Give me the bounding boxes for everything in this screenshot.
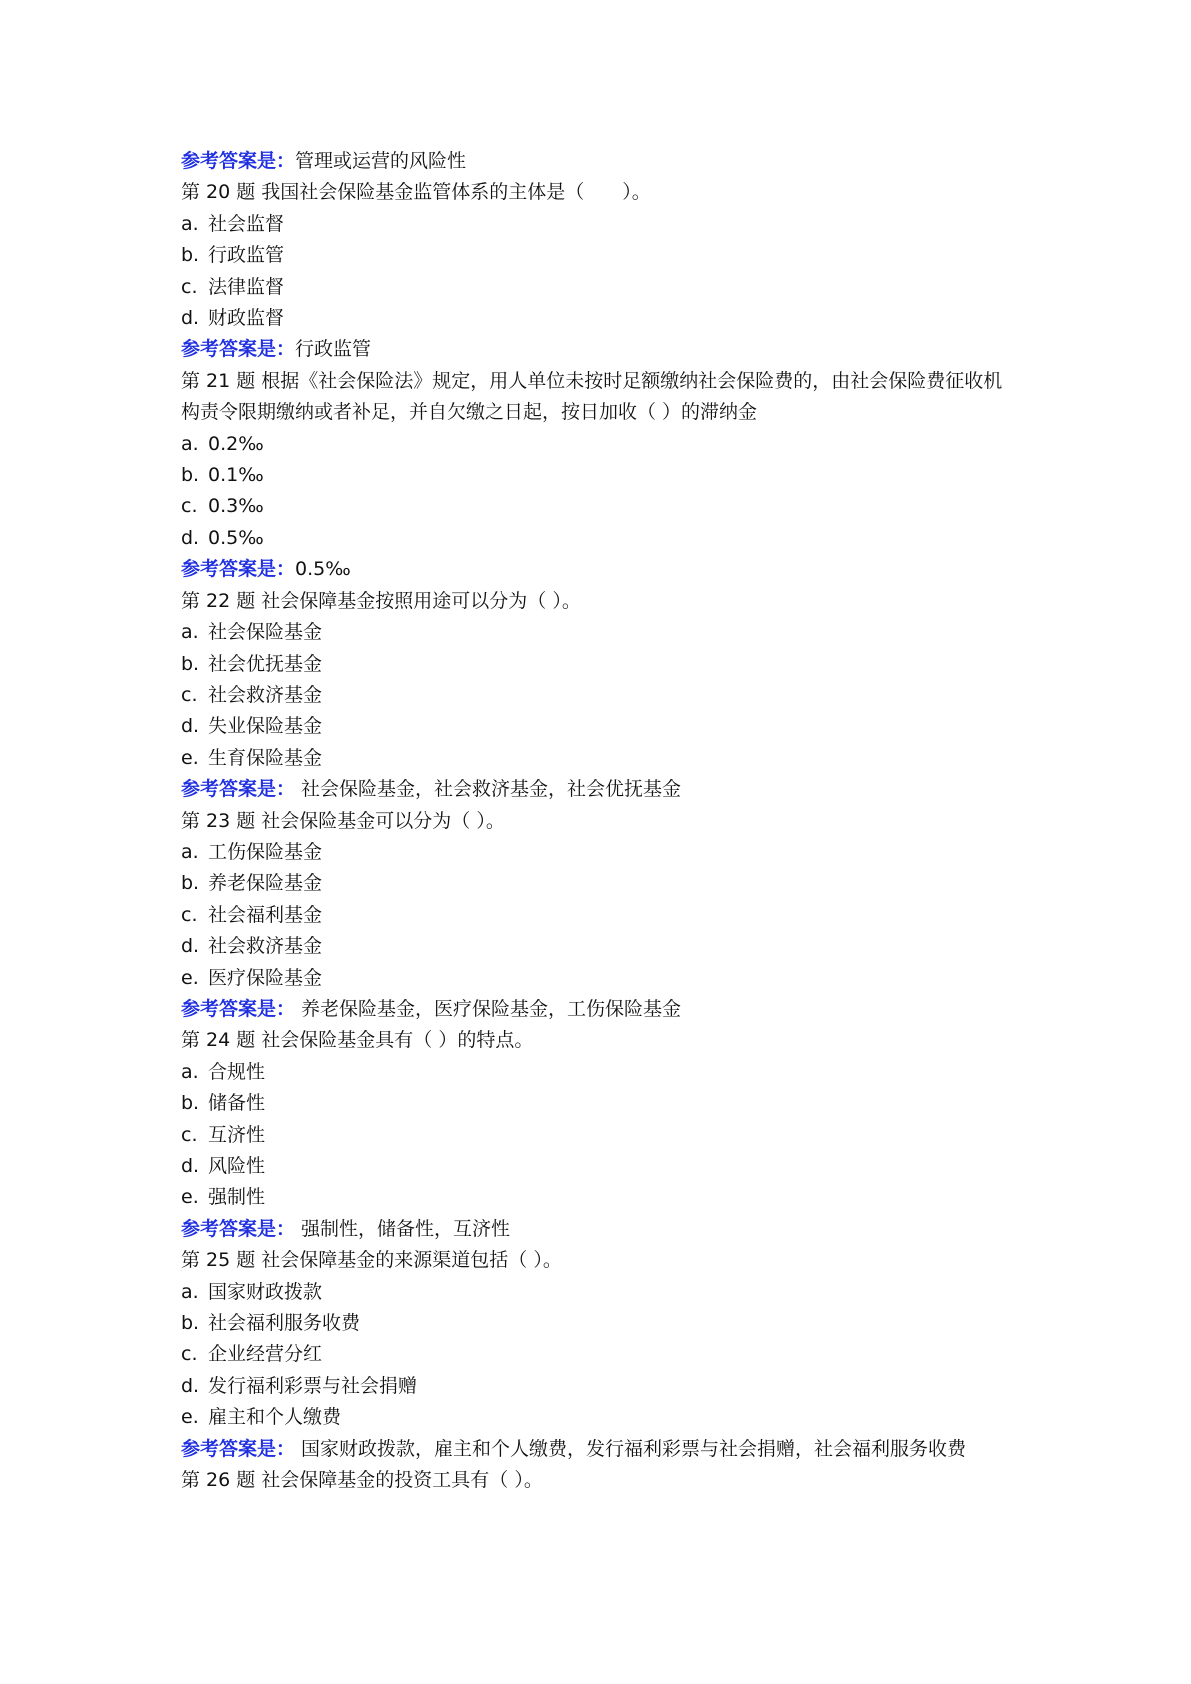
answer-label: 参考答案是： [181,778,296,801]
option-item [181,1182,1011,1213]
option-letter: d. [181,1155,200,1177]
option-letter: a. [181,432,199,455]
question-stem: 第 22 题 社会保障基金按照用途可以分为（ ）。 [181,589,581,612]
option-text: 强制性 [208,1186,266,1209]
option-letter: a. [181,621,199,644]
option-text: 社会福利服务收费 [208,1312,361,1335]
document-page [181,146,1011,1496]
answer-text: 行政监管 [295,338,372,361]
option-letter: c. [181,1343,198,1366]
option-text: 法律监督 [208,275,285,298]
option-item [181,963,1011,994]
option-item [181,1402,1011,1433]
option-letter: b. [181,1092,200,1115]
option-letter: c. [181,683,198,706]
answer-label: 参考答案是： [181,1217,296,1240]
option-letter: b. [181,1312,200,1335]
question-stem: 第 20 题 我国社会保险基金监管体系的主体是（ ）。 [181,181,651,204]
option-letter: e. [181,966,199,989]
option-item [181,931,1011,962]
option-letter: c. [181,495,198,518]
option-letter: a. [181,840,199,863]
option-letter: c. [181,1123,198,1146]
option-text: 社会救济基金 [208,683,323,706]
option-item [181,240,1011,271]
option-item [181,743,1011,774]
option-item [181,1371,1011,1402]
option-item [181,1120,1011,1151]
option-letter: a. [181,1060,199,1083]
answer-text: 管理或运营的风险性 [295,150,467,172]
answer-text: 社会保险基金，社会救济基金，社会优抚基金 [295,778,682,801]
answer-line [181,994,1011,1025]
answer-text: 0.5‰ [295,558,351,581]
option-item [181,209,1011,240]
option-letter: b. [181,464,200,487]
option-letter: b. [181,652,200,675]
answer-line [181,1214,1011,1245]
question-stem: 第 21 题 根据《社会保险法》规定，用人单位未按时足额缴纳社会保险费的，由社会保险费征收机构责令限期缴纳或者补足，并自欠缴之日起，按日加收（ ）的滞纳金 [181,369,1003,424]
option-item [181,303,1011,334]
option-text: 风险性 [208,1155,266,1177]
answer-text: 强制性，储备性，互济性 [295,1217,511,1240]
option-text: 财政监督 [208,307,285,330]
option-letter: a. [181,1280,199,1303]
option-item [181,617,1011,648]
option-text: 社会福利基金 [208,903,323,926]
option-text: 储备性 [208,1092,266,1115]
option-text: 互济性 [208,1123,266,1146]
option-item [181,680,1011,711]
answer-label: 参考答案是： [181,150,296,172]
answer-line [181,334,1011,365]
option-text: 医疗保险基金 [208,966,323,989]
question-stem: 第 26 题 社会保障基金的投资工具有（ ）。 [181,1469,543,1492]
option-text: 0.2‰ [208,432,264,455]
option-item [181,1151,1011,1182]
option-letter: b. [181,872,200,895]
option-letter: d. [181,526,200,549]
option-text: 0.1‰ [208,464,264,487]
answer-text: 国家财政拨款，雇主和个人缴费，发行福利彩票与社会捐赠，社会福利服务收费 [295,1437,967,1460]
option-text: 社会监督 [208,212,285,235]
answer-label: 参考答案是： [181,558,296,581]
option-text: 雇主和个人缴费 [208,1406,342,1429]
answer-line [181,146,1011,177]
option-text: 养老保险基金 [208,872,323,895]
option-letter: c. [181,275,198,298]
option-item [181,1057,1011,1088]
option-text: 失业保险基金 [208,715,323,738]
option-text: 行政监管 [208,244,285,267]
option-letter: d. [181,715,200,738]
option-item [181,837,1011,868]
option-letter: d. [181,935,200,958]
answer-label: 参考答案是： [181,1437,296,1460]
answer-label: 参考答案是： [181,338,296,361]
option-letter: e. [181,1406,199,1429]
answer-line [181,774,1011,805]
option-item [181,429,1011,460]
option-text: 工伤保险基金 [208,840,323,863]
option-letter: d. [181,307,200,330]
option-text: 发行福利彩票与社会捐赠 [208,1374,418,1397]
option-letter: a. [181,212,199,235]
option-letter: e. [181,746,199,769]
option-item [181,1088,1011,1119]
option-item [181,491,1011,522]
answer-line [181,554,1011,585]
option-text: 国家财政拨款 [208,1280,323,1303]
option-item [181,460,1011,491]
option-item [181,1339,1011,1370]
option-item [181,900,1011,931]
option-text: 合规性 [208,1060,266,1083]
question-stem: 第 25 题 社会保障基金的来源渠道包括（ ）。 [181,1249,562,1272]
question-stem: 第 23 题 社会保险基金可以分为（ ）。 [181,809,505,832]
option-text: 生育保险基金 [208,746,323,769]
answer-text: 养老保险基金，医疗保险基金，工伤保险基金 [295,997,682,1020]
option-letter: d. [181,1374,200,1397]
option-text: 社会优抚基金 [208,652,323,675]
option-item [181,711,1011,742]
option-item [181,272,1011,303]
option-text: 社会保险基金 [208,621,323,644]
answer-label: 参考答案是： [181,997,296,1020]
option-item [181,868,1011,899]
option-item [181,523,1011,554]
option-text: 社会救济基金 [208,935,323,958]
question-stem: 第 24 题 社会保险基金具有（ ）的特点。 [181,1029,534,1052]
option-text: 0.5‰ [208,526,264,549]
option-letter: e. [181,1186,199,1209]
option-letter: c. [181,903,198,926]
option-item [181,1277,1011,1308]
answer-line [181,1434,1011,1465]
option-letter: b. [181,244,200,267]
option-item [181,649,1011,680]
option-text: 0.3‰ [208,495,264,518]
option-item [181,1308,1011,1339]
option-text: 企业经营分红 [208,1343,323,1366]
